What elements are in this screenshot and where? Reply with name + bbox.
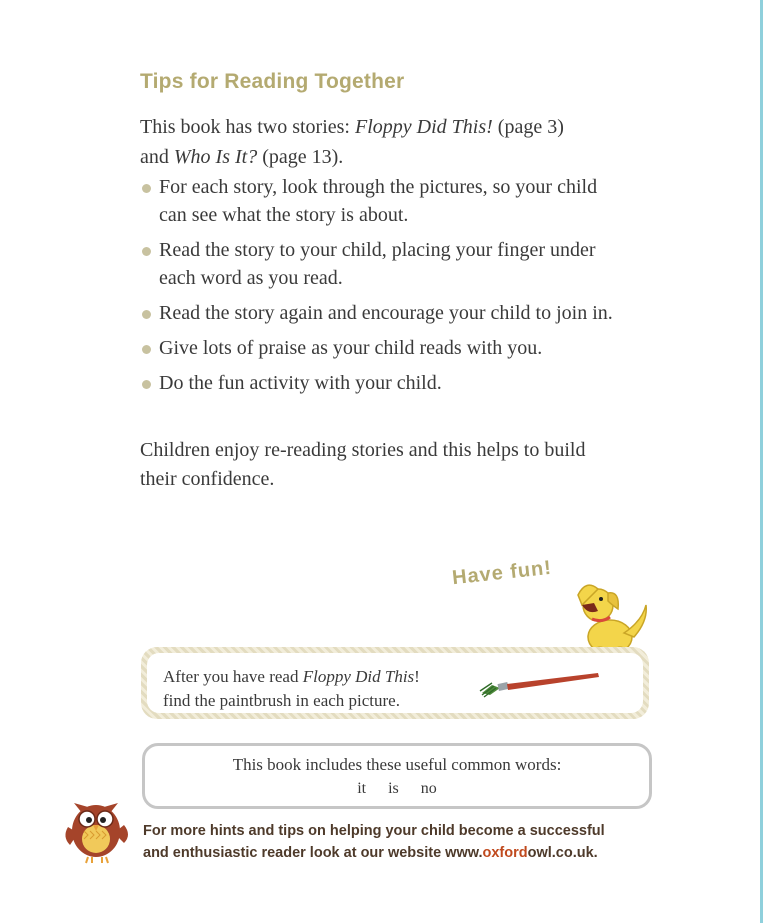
paintbrush-illustration-icon — [478, 671, 602, 699]
common-words-box — [142, 743, 652, 809]
footer-line-2: and enthusiastic reader look at our website www. — [143, 845, 483, 861]
page-edge-line — [760, 0, 763, 923]
tip-text: Read the story again and encourage your child to join in. — [159, 302, 613, 324]
activity-text — [163, 665, 420, 713]
footer-line-1: For more hints and tips on helping your child become a successful — [143, 823, 605, 839]
story-title-1: Floppy Did This! — [355, 116, 493, 138]
tip-item — [140, 299, 620, 327]
activity-text-3: find the paintbrush in each picture. — [163, 691, 400, 710]
tip-text: Give lots of praise as your child reads with you. — [159, 337, 543, 359]
have-fun-caption: Have fun! — [451, 556, 553, 590]
activity-story-title: Floppy Did This — [302, 667, 415, 686]
tip-item — [140, 334, 620, 362]
page-heading: Tips for Reading Together — [140, 70, 405, 93]
common-words-title: This book includes these useful common words: — [232, 755, 562, 774]
tip-text: For each story, look through the pictures, so your child can see what the story is about. — [159, 176, 598, 226]
website-owl-part[interactable]: owl.co.uk. — [527, 845, 598, 861]
tip-text: Do the fun activity with your child. — [159, 372, 442, 394]
bullet-dot-icon — [142, 247, 151, 256]
story-title-2: Who Is It? — [173, 146, 258, 168]
common-word: is — [388, 780, 399, 797]
intro-text-4: (page 13). — [257, 146, 344, 168]
bullet-dot-icon — [142, 345, 151, 354]
bullet-dot-icon — [142, 184, 151, 193]
common-word: it — [357, 780, 367, 797]
intro-text-3: and — [140, 146, 174, 168]
intro-text-2: (page 3) — [492, 116, 564, 138]
intro-text-1: This book has two stories: — [140, 116, 355, 138]
activity-text-2: ! — [414, 667, 420, 686]
tip-item — [140, 236, 620, 292]
tip-item — [140, 173, 620, 229]
tip-item — [140, 369, 620, 397]
website-oxford-part[interactable]: oxford — [482, 845, 528, 861]
footer-text — [143, 820, 703, 864]
common-word: no — [420, 780, 437, 797]
activity-text-1: After you have read — [163, 667, 303, 686]
common-words-list — [145, 780, 649, 798]
tip-text: Read the story to your child, placing your finger under each word as you read. — [159, 239, 596, 289]
bullet-dot-icon — [142, 380, 151, 389]
tips-list — [140, 173, 620, 404]
intro-paragraph — [140, 112, 620, 172]
bullet-dot-icon — [142, 310, 151, 319]
owl-illustration-icon — [60, 793, 132, 865]
closing-paragraph: Children enjoy re-reading stories and this helps to build their confidence. — [140, 439, 586, 490]
